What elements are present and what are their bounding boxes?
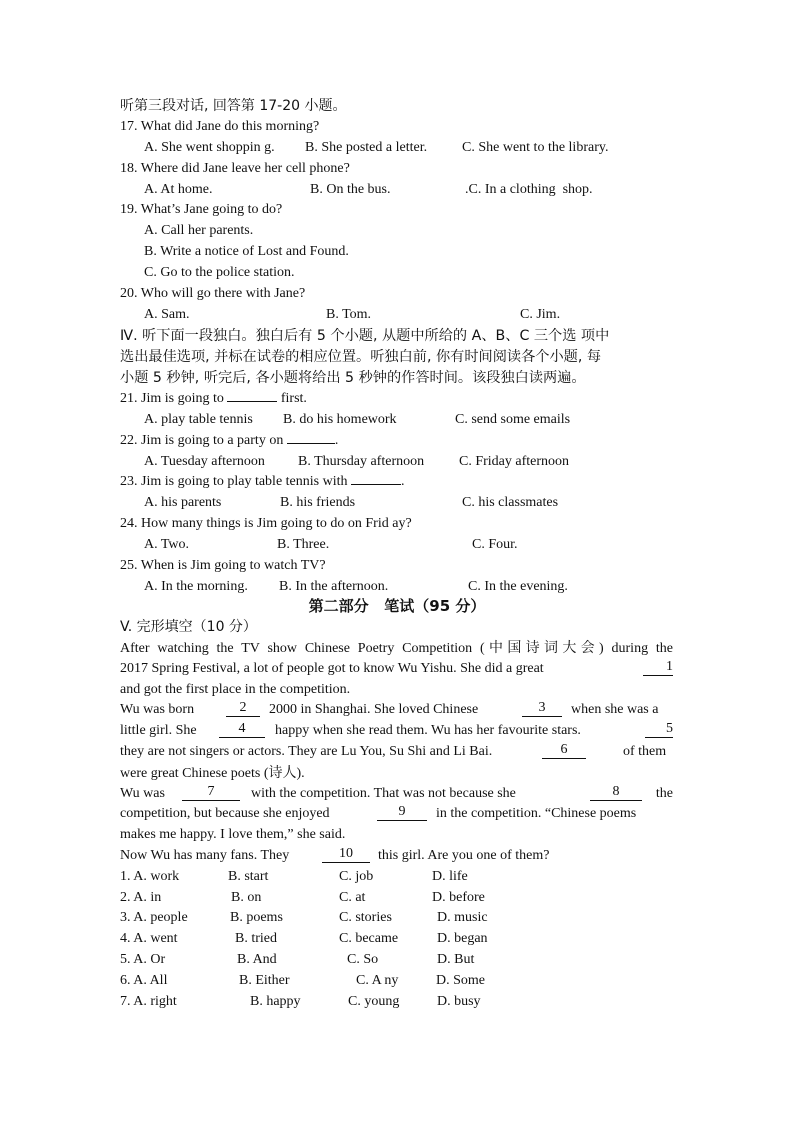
cloze-text: competition, but because she enjoyed (120, 806, 330, 821)
cloze-q4-option-d: D. began (437, 931, 488, 946)
cloze-text: this girl. Are you one of them? (378, 848, 550, 863)
q17-option-b: B. She posted a letter. (305, 140, 428, 155)
question-18-stem: 18. Where did Jane leave her cell phone? (120, 161, 350, 176)
cloze-text: when she was a (571, 702, 659, 717)
cloze-q7-option-b: B. happy (250, 994, 301, 1009)
q24-option-b: B. Three. (277, 537, 330, 552)
cloze-p4-line-1 (120, 846, 673, 866)
q21-stem-before: 21. Jim is going to (120, 391, 228, 406)
cloze-text: happy when she read them. Wu has her favourite stars. (275, 723, 581, 738)
q23-blank (351, 484, 401, 485)
cloze-q1-option-c: C. job (339, 869, 374, 884)
cloze-q3-option-b: B. poems (230, 910, 283, 925)
q19-option-c: C. Go to the police station. (144, 265, 295, 280)
cloze-text: 2017 Spring Festival, a lot of people got to know Wu Yishu. She did a great (120, 661, 544, 676)
q21-option-c: C. send some emails (455, 412, 571, 427)
q18-option-b: B. On the bus. (310, 182, 391, 197)
question-19-stem: 19. What’s Jane going to do? (120, 202, 283, 217)
q24-option-c: C. Four. (472, 537, 518, 552)
q20-option-b: B. Tom. (326, 307, 372, 322)
q25-option-c: C. In the evening. (468, 579, 568, 594)
question-25-stem: 25. When is Jim going to watch TV? (120, 558, 326, 573)
q17-option-a: A. She went shoppin g. (144, 140, 275, 155)
cloze-p1-line-2 (120, 659, 673, 679)
cloze-text-cn: 中国诗词大会 (484, 640, 600, 656)
cloze-p3-line-1 (120, 784, 673, 804)
cloze-title: V. 完形填空（10 分） (120, 619, 257, 635)
cloze-q4-option-a: 4. A. went (120, 931, 178, 946)
q21-blank (227, 401, 277, 402)
q19-option-a: A. Call her parents. (144, 223, 254, 238)
q18-option-c: .C. In a clothing shop. (465, 182, 593, 197)
cloze-q5-option-c: C. So (347, 952, 379, 967)
q23-option-c: C. his classmates (462, 495, 559, 510)
q20-option-a: A. Sam. (144, 307, 190, 322)
cloze-q7-option-a: 7. A. right (120, 994, 177, 1009)
cloze-q5-option-b: B. And (237, 952, 277, 967)
cloze-text-cn: 诗人 (268, 765, 297, 781)
cloze-text: little girl. She (120, 723, 197, 738)
cloze-p3-line-2 (120, 804, 673, 824)
cloze-blank-2: 2 (226, 700, 260, 717)
section-header-part3: 听第三段对话, 回答第 17-20 小题。 (120, 98, 347, 114)
q22-option-c: C. Friday afternoon (459, 454, 570, 469)
part4-instructions-line-2: 选出最佳选项, 并标在试卷的相应位置。听独白前, 你有时间阅读各个小题, 每 (120, 349, 602, 365)
cloze-q5-option-a: 5. A. Or (120, 952, 166, 967)
q19-option-b: B. Write a notice of Lost and Found. (144, 244, 349, 259)
cloze-q1-option-b: B. start (228, 869, 269, 884)
cloze-text: with the competition. That was not because she (251, 786, 516, 801)
cloze-text: Wu was born (120, 702, 195, 717)
q18-option-a: A. At home. (144, 182, 213, 197)
cloze-q3-option-d: D. music (437, 910, 488, 925)
cloze-q1-option-a: 1. A. work (120, 869, 180, 884)
cloze-text: 2000 in Shanghai. She loved Chinese (269, 702, 479, 717)
q23-stem-before: 23. Jim is going to play table tennis with (120, 474, 351, 489)
cloze-blank-9: 9 (377, 804, 427, 821)
cloze-q2-option-a: 2. A. in (120, 890, 162, 905)
cloze-blank-1: 1 (643, 659, 673, 676)
cloze-q3-option-a: 3. A. people (120, 910, 188, 925)
cloze-q6-option-b: B. Either (239, 973, 290, 988)
q24-option-a: A. Two. (144, 537, 190, 552)
cloze-text: of them (623, 744, 667, 759)
cloze-p1-line-3: and got the first place in the competition. (120, 682, 351, 697)
question-21-stem (120, 389, 307, 409)
cloze-q5-option-d: D. But (437, 952, 475, 967)
part4-instructions-line-3: 小题 5 秒钟, 听完后, 各小题将给出 5 秒钟的作答时间。该段独白读两遍。 (120, 370, 586, 386)
cloze-text: they are not singers or actors. They are Lu You, Su Shi and Li Bai. (120, 744, 493, 759)
q22-stem-after: . (334, 433, 339, 448)
cloze-text: in the competition. “Chinese poems (436, 806, 637, 821)
q21-stem-after: first. (277, 391, 307, 406)
question-22-stem (120, 431, 338, 451)
cloze-text: After watching the TV show Chinese Poetry Competition ( (120, 641, 485, 656)
q17-option-c: C. She went to the library. (462, 140, 609, 155)
cloze-blank-7: 7 (182, 784, 240, 801)
q22-option-a: A. Tuesday afternoon (144, 454, 265, 469)
cloze-text: were great Chinese poets ( (120, 766, 269, 781)
cloze-q4-option-c: C. became (339, 931, 399, 946)
cloze-p2-line-1 (120, 700, 673, 720)
q21-option-b: B. do his homework (283, 412, 397, 427)
question-20-stem: 20. Who will go there with Jane? (120, 286, 306, 301)
q25-option-a: A. In the morning. (144, 579, 248, 594)
q22-stem-before: 22. Jim is going to a party on (120, 433, 287, 448)
cloze-p3-line-3: makes me happy. I love them,” she said. (120, 827, 346, 842)
cloze-text: Wu was (120, 786, 165, 801)
cloze-text: Now Wu has many fans. They (120, 848, 290, 863)
cloze-q1-option-d: D. life (432, 869, 468, 884)
q22-option-b: B. Thursday afternoon (298, 454, 425, 469)
cloze-blank-5: 5 (645, 721, 673, 738)
cloze-p2-line-2 (120, 721, 673, 741)
cloze-blank-4: 4 (219, 721, 265, 738)
cloze-q6-option-c: C. A ny (356, 973, 399, 988)
cloze-q6-option-a: 6. A. All (120, 973, 168, 988)
cloze-text: ). (296, 766, 305, 781)
question-17-stem: 17. What did Jane do this morning? (120, 119, 320, 134)
cloze-blank-8: 8 (590, 784, 642, 801)
cloze-text: ) during the (599, 641, 674, 656)
cloze-q7-option-c: C. young (348, 994, 400, 1009)
q21-option-a: A. play table tennis (144, 412, 253, 427)
cloze-blank-6: 6 (542, 742, 586, 759)
cloze-q6-option-d: D. Some (436, 973, 485, 988)
q23-stem-after: . (401, 474, 405, 489)
question-23-stem (120, 472, 405, 492)
part-two-title: 第二部分 笔试（95 分） (308, 597, 486, 615)
cloze-blank-3: 3 (522, 700, 562, 717)
cloze-q2-option-d: D. before (432, 890, 485, 905)
cloze-q4-option-b: B. tried (235, 931, 277, 946)
cloze-p2-line-3 (120, 742, 673, 762)
cloze-q7-option-d: D. busy (437, 994, 481, 1009)
q22-blank (287, 443, 335, 444)
part4-instructions-line-1: Ⅳ. 听下面一段独白。独白后有 5 个小题, 从题中所给的 A、B、C 三个选 项中 (120, 328, 610, 344)
cloze-q2-option-c: C. at (339, 890, 366, 905)
cloze-blank-10: 10 (322, 846, 370, 863)
q23-option-b: B. his friends (280, 495, 356, 510)
q23-option-a: A. his parents (144, 495, 222, 510)
cloze-q3-option-c: C. stories (339, 910, 392, 925)
cloze-q2-option-b: B. on (231, 890, 262, 905)
q20-option-c: C. Jim. (520, 307, 561, 322)
cloze-text: the (655, 786, 673, 801)
question-24-stem: 24. How many things is Jim going to do on Frid ay? (120, 516, 412, 531)
cloze-p1-line-1 (120, 638, 673, 659)
q25-option-b: B. In the afternoon. (279, 579, 389, 594)
cloze-p2-line-4 (120, 763, 305, 784)
